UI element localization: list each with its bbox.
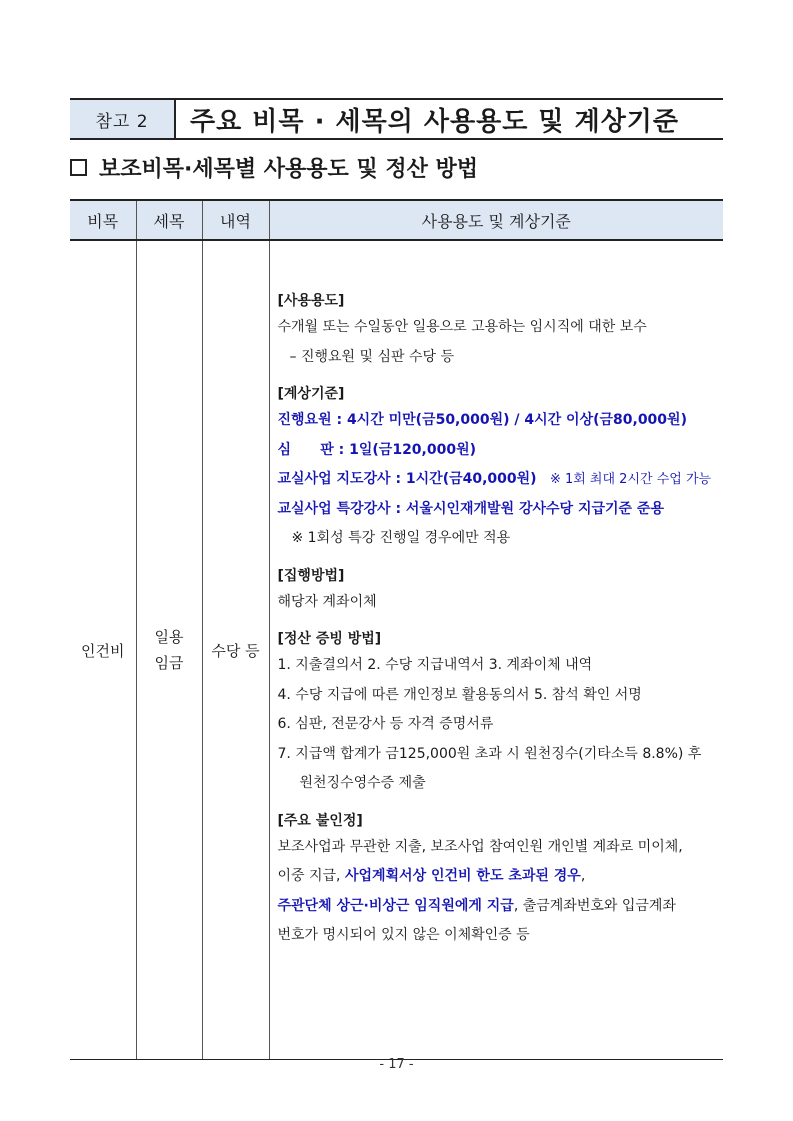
- table-row: [70, 240, 723, 1060]
- criteria-line: 심 판 : 1일(금120,000원): [277, 441, 477, 458]
- header-bimok: 비목: [70, 200, 136, 240]
- disallowed-line3-b: , 출금계좌번호와 입금계좌: [513, 897, 676, 914]
- usage-line: 수개월 또는 수일동안 일용으로 고용하는 임시직에 대한 보수: [277, 319, 647, 335]
- reference-label: 참고 2: [70, 100, 176, 138]
- execution-line: 해당자 계좌이체: [277, 593, 377, 610]
- disallowed-line2-c: ,: [580, 868, 586, 884]
- evidence-title: [정산 증빙 방법]: [277, 631, 382, 647]
- reference-title-box: [70, 98, 723, 140]
- table-header-row: [70, 200, 723, 240]
- criteria-line: [278, 465, 718, 495]
- disallowed-line2-a: 이중 지급,: [277, 868, 345, 884]
- usage-line: – 진행요원 및 심판 수당 등: [289, 348, 454, 365]
- disallowed-line: [278, 892, 718, 922]
- disallowed-line: 번호가 명시되어 있지 않은 이체확인증 등: [277, 927, 530, 943]
- evidence-line: 1. 지출결의서 2. 수당 지급내역서 3. 계좌이체 내역: [277, 657, 593, 673]
- header-naeyeok: 내역: [202, 200, 269, 240]
- semok-line1: 일용: [154, 628, 184, 646]
- checkbox-square-icon: [70, 159, 87, 176]
- disallowed-line: 보조사업과 무관한 지출, 보조사업 참여인원 개인별 계좌로 미이체,: [277, 838, 683, 855]
- criteria-note: ※ 1회성 특강 진행일 경우에만 적용: [291, 530, 511, 546]
- disallowed-line3-emphasis: 주관단체 상근·비상근 임직원에게 지급: [277, 897, 514, 914]
- criteria-line: 진행요원 : 4시간 미만(금50,000원) / 4시간 이상(금80,000원): [277, 412, 687, 428]
- criteria-line3-note: ※ 1회 최대 2시간 수업 가능: [549, 472, 712, 487]
- page-title: 주요 비목 · 세목의 사용용도 및 계상기준: [190, 106, 680, 137]
- section-heading-text: 보조비목·세목별 사용용도 및 정산 방법: [99, 157, 479, 182]
- cell-bimok: 인건비: [70, 240, 136, 1060]
- cell-usage-criteria: [269, 240, 723, 1060]
- section-heading: [70, 152, 478, 183]
- header-semok: 세목: [136, 200, 202, 240]
- disallowed-line2-emphasis: 사업계획서상 인건비 한도 초과된 경우: [344, 868, 581, 884]
- execution-title: [집행방법]: [277, 567, 345, 584]
- header-usage-criteria: 사용용도 및 계상기준: [269, 200, 723, 240]
- disallowed-line: [278, 862, 718, 892]
- criteria-title: [계상기준]: [277, 386, 345, 402]
- page-number: - 17 -: [379, 1057, 414, 1072]
- cell-semok: [136, 240, 202, 1060]
- evidence-line: 6. 심판, 전문강사 등 자격 증명서류: [277, 716, 494, 732]
- disallowed-title: [주요 불인정]: [277, 812, 363, 829]
- criteria-line3-text: 교실사업 지도강사 : 1시간(금40,000원): [277, 471, 537, 487]
- evidence-line: 4. 수당 지급에 따른 개인정보 활용동의서 5. 참석 확인 서명: [277, 686, 642, 703]
- cell-naeyeok: 수당 등: [202, 240, 269, 1060]
- usage-title: [사용용도]: [277, 293, 345, 309]
- budget-table: [70, 199, 723, 1060]
- semok-line2: 임금: [154, 654, 184, 672]
- evidence-line: 7. 지급액 합계가 금125,000원 초과 시 원천징수(기타소득 8.8%) 후: [277, 745, 702, 762]
- criteria-line: 교실사업 특강강사 : 서울시인재개발원 강사수당 지급기준 준용: [277, 500, 664, 517]
- evidence-line: 원천징수영수증 제출: [299, 775, 426, 791]
